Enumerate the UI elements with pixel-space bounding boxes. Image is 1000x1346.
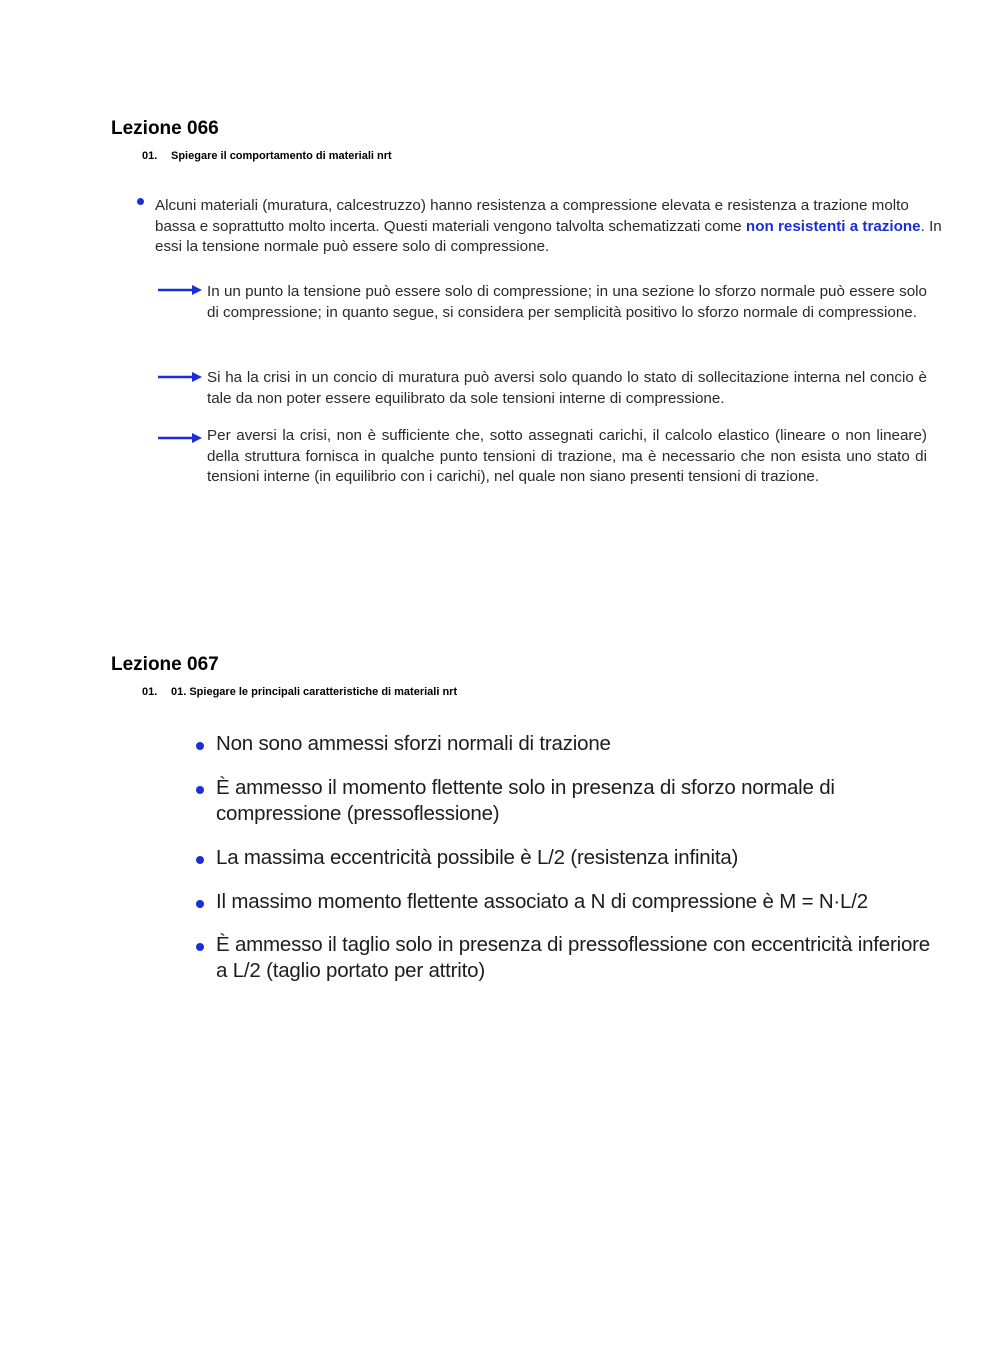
question-text: 01. Spiegare le principali caratteristiche di materiali nrt (171, 686, 458, 698)
bullet-dot-icon (196, 943, 204, 951)
arrow-right-icon (158, 284, 202, 296)
question-text: Spiegare il comportamento di materiali nrt (171, 150, 392, 162)
arrow-right-icon (158, 432, 202, 444)
bullet-dot-icon (196, 742, 204, 750)
bullet-dot-icon (137, 198, 144, 205)
intro-paragraph (155, 196, 945, 258)
question (142, 150, 392, 162)
bullet-dot-icon (196, 856, 204, 864)
point-text: In un punto la tensione può essere solo di compressione; in una sezione lo sforzo normale può essere solo di compressione; in quanto segue, si considera per semplicità positivo lo sforzo normale di compressione. (207, 283, 927, 321)
lesson-title: Lezione 067 (111, 654, 219, 675)
point-text: Per aversi la crisi, non è sufficiente che, sotto assegnati carichi, il calcolo elastico (lineare o non lineare) della struttura fornisca in qualche punto tensioni di trazione, ma è necessario che non esista uno stato di tensioni interne (in equilibrio con i carichi), nel quale non siano presenti tensioni di trazione. (207, 427, 927, 486)
bullet-text: È ammesso il momento flettente solo in presenza di sforzo normale di compressione (pressoflessione) (216, 776, 835, 825)
question-number: 01. (142, 150, 158, 162)
arrow-right-icon (158, 371, 202, 383)
bullet-text: È ammesso il taglio solo in presenza di pressoflessione con eccentricità inferiore a L/2 (taglio portato per attrito) (216, 933, 930, 982)
bullet-text: La massima eccentricità possibile è L/2 (resistenza infinita) (216, 846, 739, 869)
question-number: 01. (142, 686, 158, 698)
intro-highlight: non resistenti a trazione (745, 217, 921, 235)
intro-text: Alcuni materiali (muratura, calcestruzzo) hanno resistenza a compressione elevata e resistenza a trazione molto bassa e soprattutto molto incerta. Questi materiali vengono talvolta schematizzati come (155, 197, 909, 235)
bullet-dot-icon (196, 786, 204, 794)
point-text: Si ha la crisi in un concio di muratura può aversi solo quando lo stato di sollecitazione interna nel concio è tale da non poter essere equilibrato da sole tensioni interne di compressione. (207, 369, 927, 407)
lesson-title: Lezione 066 (111, 118, 219, 139)
question (142, 686, 457, 698)
intro-text-end: . In essi la tensione normale può essere solo di compressione. (155, 217, 942, 256)
bullet-dot-icon (196, 900, 204, 908)
bullet-text: Non sono ammessi sforzi normali di trazione (216, 732, 611, 755)
bullet-text: Il massimo momento flettente associato a N di compressione è M = N·L/2 (216, 890, 868, 913)
